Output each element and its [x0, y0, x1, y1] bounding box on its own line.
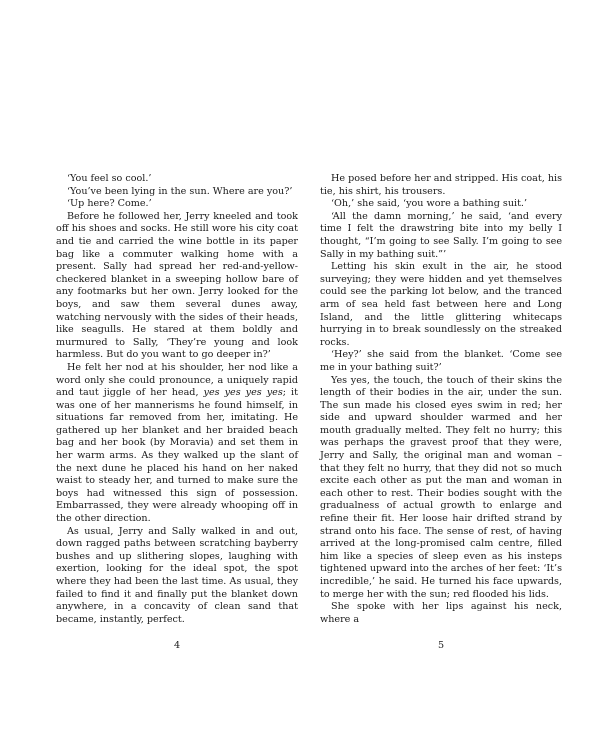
page-number-left: 4	[173, 640, 181, 651]
right-page	[320, 173, 562, 626]
paragraph: ‘You feel so cool.’	[67, 173, 152, 184]
page-number-right: 5	[437, 640, 445, 651]
paragraph	[56, 362, 298, 526]
paragraph: ‘Oh,’ she said, ‘you wore a bathing suit.’	[331, 198, 528, 210]
paragraph: ‘Hey?’ she said from the blanket. ‘Come see me in your bathing suit?’	[320, 349, 562, 373]
paragraph: ‘Up here? Come.’	[67, 198, 152, 210]
paragraph-text: He felt her nod at his shoulder, her nod like a word only she could pronounce, a uniquely rapid and taut jiggle of her head,	[56, 361, 298, 399]
paragraph-text: ; it was one of her mannerisms he found himself, in situations far removed from her, imitating. He gathered up her blanket and her braided beach bag and her book (by Moravia) and set them in her warm arms. As they walked up the slant of the next dune he placed his hand on her naked waist to steady her, and turned to make sure the boys had witnessed this sign of possession. Embarrassed, they were already whooping off in the other direction.	[56, 387, 298, 525]
paragraph: Yes yes, the touch, the touch of their skins the length of their bodies in the air, under the sun. The sun made his closed eyes swim in red; her side and upward shoulder warmed and her mouth gradually melted. They felt no hurry; this was perhaps the gravest proof that they were, Jerry and Sally, the original man and woman – that they felt no hurry, that they did not so much excite each other as put the man and woman in each other to rest. Their bodies sought with the gradualness of actual growth to enlarge and refine their fit. Her loose hair drifted strand by strand onto his face. The sense of rest, of having arrived at the long-promised calm centre, filled him like a species of sleep even as his insteps tightened upward into the arches of her feet: ‘It’s incredible,’ he said. He turned his face upwards, to merge her with the sun; red flooded his lids.	[320, 374, 562, 600]
paragraph: She spoke with her lips against his neck, where a	[320, 601, 562, 625]
italic-phrase: yes yes yes yes	[203, 387, 283, 399]
left-page-text	[56, 173, 298, 626]
paragraph: He posed before her and stripped. His coat, his tie, his shirt, his trousers.	[320, 173, 562, 197]
paragraph: ‘All the damn morning,’ he said, ‘and every time I felt the drawstring bite into my belly I thought, “I’m going to see Sally. I’m going to see Sally in my bathing suit.”’	[320, 210, 562, 260]
left-page	[56, 173, 298, 626]
paragraph: Before he followed her, Jerry kneeled and took off his shoes and socks. He still wore his city coat and tie and carried the wine bottle in its paper bag like a commuter walking home with a present. Sally had spread her red-and-yellow-checkered blanket in a sweeping hollow bare of any footmarks but her own. Jerry looked for the boys, and saw them several dunes away, watching nervously with the sides of their heads, like seagulls. He stared at them boldly and murmured to Sally, ‘They’re young and look harmless. But do you want to go deeper in?’	[56, 210, 298, 361]
paragraph: ‘You’ve been lying in the sun. Where are you?’	[67, 185, 293, 197]
right-page-text	[320, 173, 562, 626]
paragraph: As usual, Jerry and Sally walked in and out, down ragged paths between scratching bayberry bushes and up slithering slopes, laughing with exertion, looking for the ideal spot, the spot where they had been the last time. As usual, they failed to find it and finally put the blanket down anywhere, in a concavity of clean sand that became, instantly, perfect.	[56, 525, 298, 625]
paragraph: Letting his skin exult in the air, he stood surveying; they were hidden and yet themselves could see the parking lot below, and the tranced arm of sea held fast between here and Long Island, and the little glittering whitecaps hurrying in to break soundlessly on the streaked rocks.	[320, 261, 562, 348]
